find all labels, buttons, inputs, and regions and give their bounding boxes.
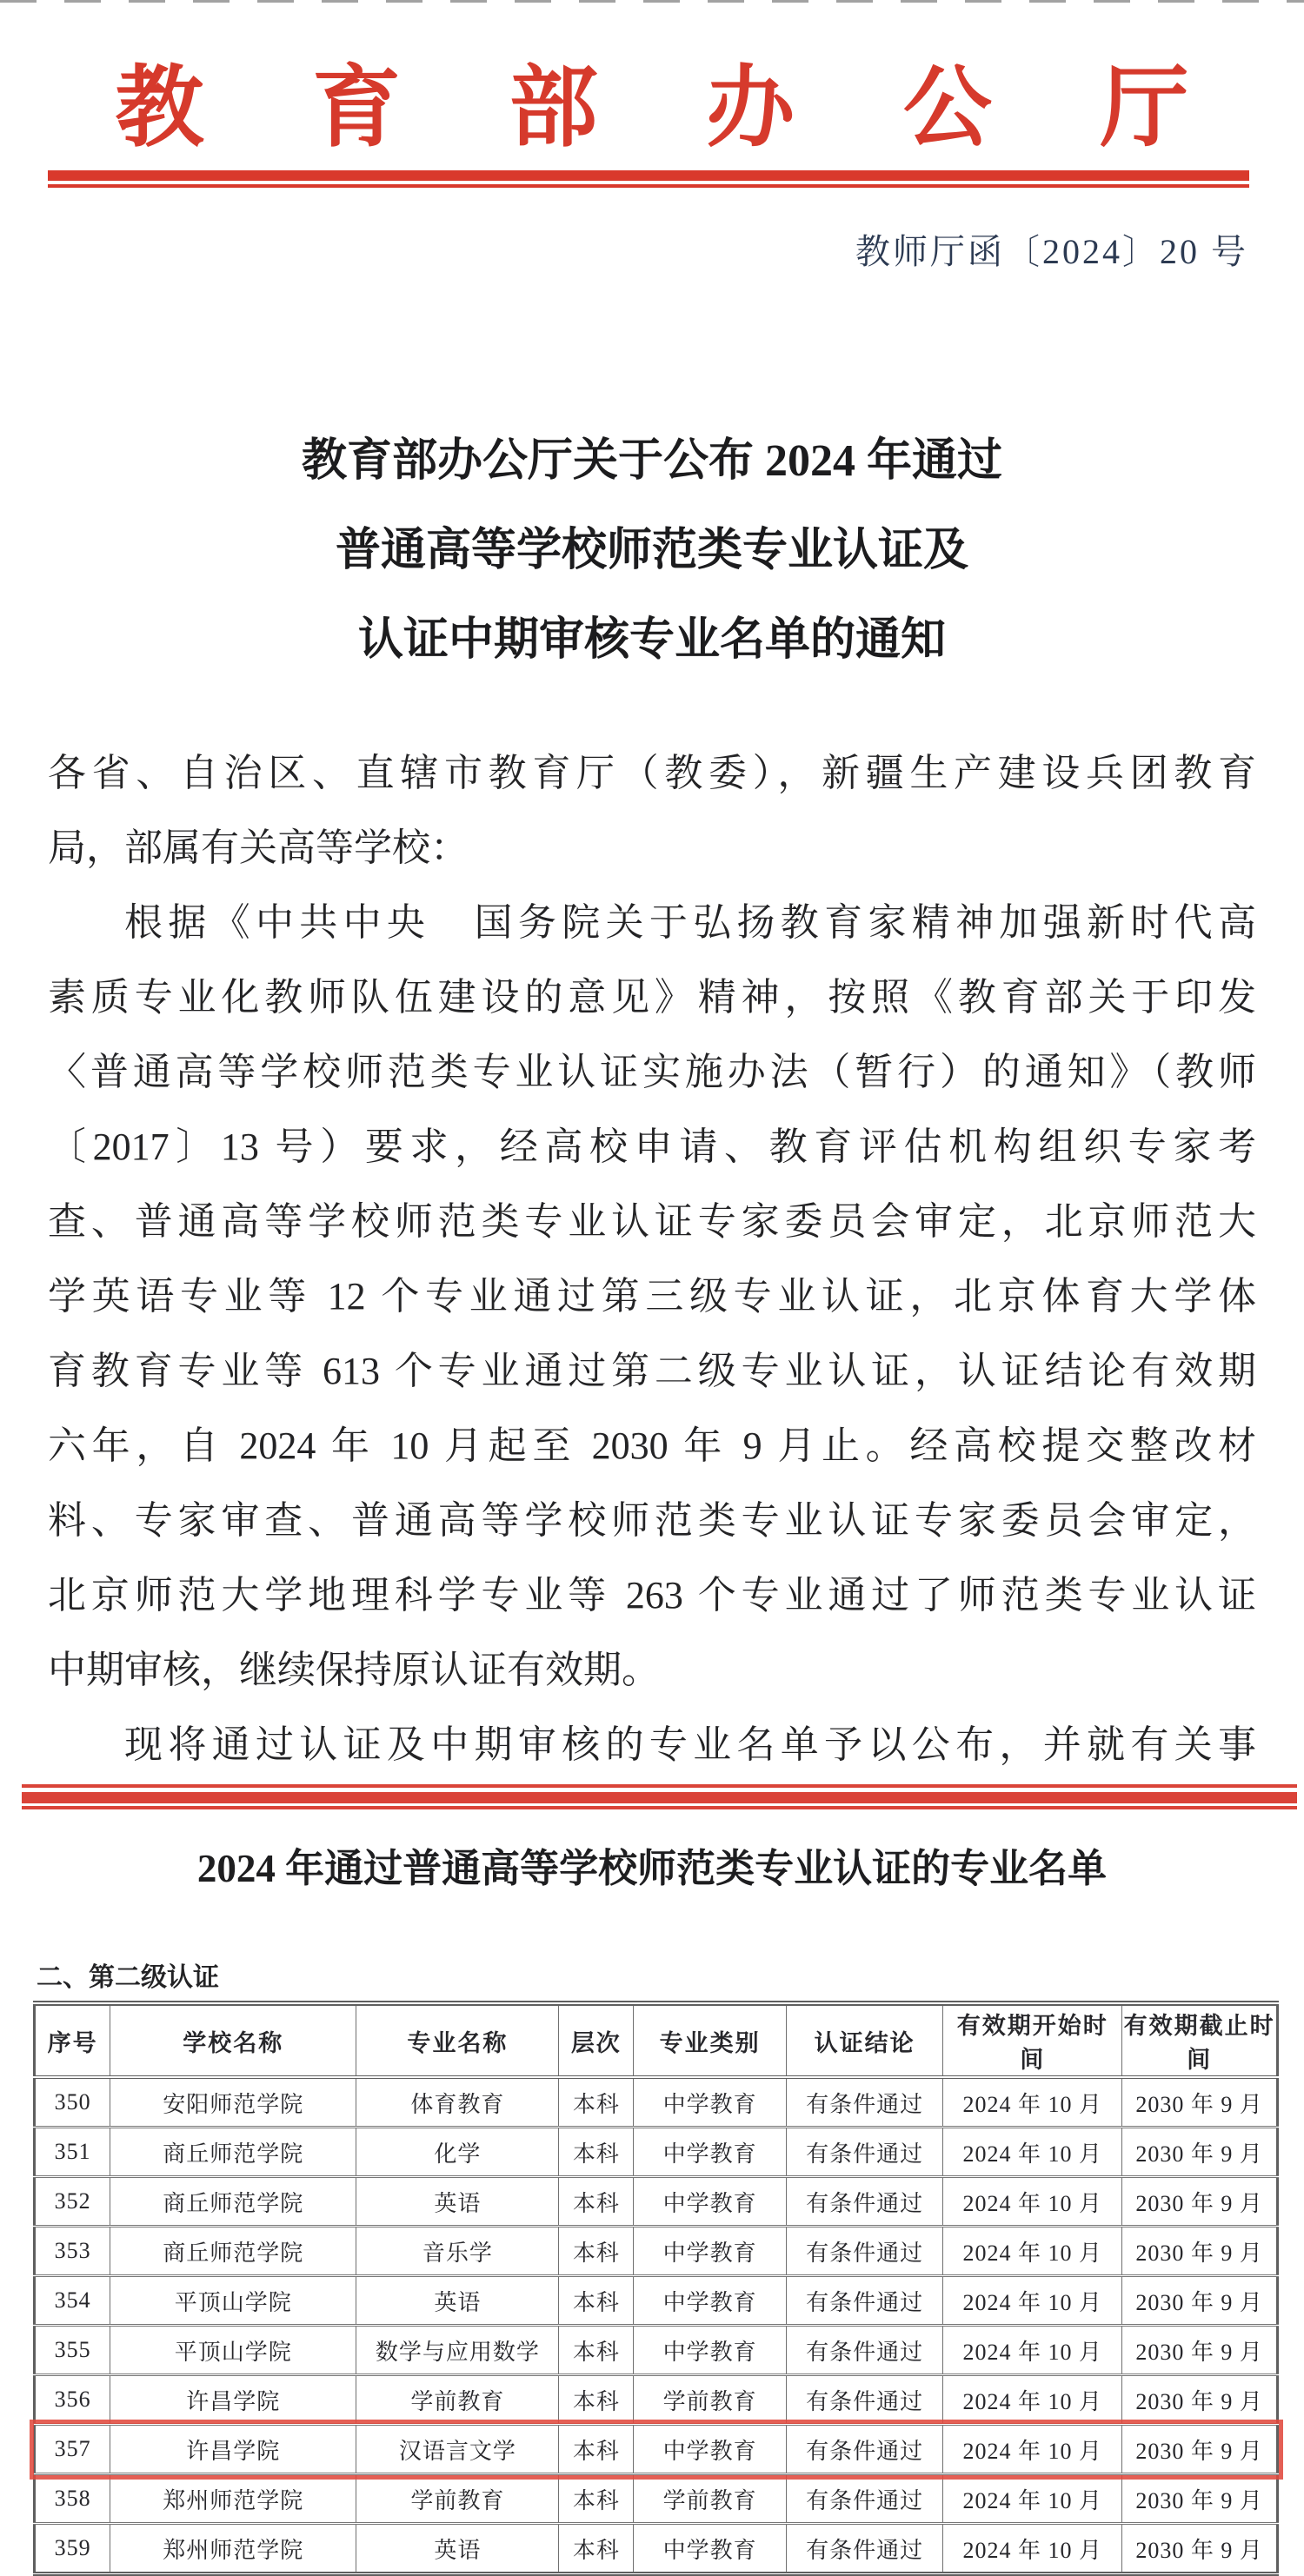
table-cell: 2030 年 9 月 (1122, 2425, 1278, 2474)
table-cell: 许昌学院 (110, 2375, 356, 2425)
notice-title-line: 认证中期审核专业名单的通知 (357, 615, 946, 665)
column-header: 有效期开始时间 (943, 2003, 1122, 2077)
letterhead-char: 办 (706, 60, 795, 158)
table-cell: 化学 (356, 2128, 559, 2177)
column-header: 层次 (559, 2003, 634, 2077)
table-cell: 郑州师范学院 (110, 2474, 356, 2524)
table-cell: 2024 年 10 月 (943, 2077, 1122, 2128)
table-cell: 2030 年 9 月 (1122, 2375, 1278, 2425)
table-cell: 351 (35, 2128, 110, 2177)
table-cell: 2024 年 10 月 (943, 2326, 1122, 2375)
body-line: 北京师范大学地理科学专业等 263 个专业通过了师范类专业认证 (48, 1574, 1256, 1617)
accreditation-table (33, 2001, 1279, 2576)
table-cell: 有条件通过 (787, 2474, 943, 2524)
table-cell: 2024 年 10 月 (943, 2375, 1122, 2425)
table-cell: 有条件通过 (787, 2524, 943, 2574)
table-cell: 学前教育 (634, 2375, 787, 2425)
letterhead-divider (48, 170, 1249, 188)
document-number: 教师厅函〔2024〕20 号 (855, 232, 1248, 271)
table-cell: 本科 (559, 2177, 634, 2227)
column-header: 序号 (35, 2003, 110, 2077)
table-cell: 353 (35, 2227, 110, 2276)
body-line: 局，部属有关高等学校： (48, 827, 469, 869)
table-cell: 358 (35, 2474, 110, 2524)
notice-title (0, 416, 1304, 685)
table-body (35, 2077, 1278, 2574)
column-header: 认证结论 (787, 2003, 943, 2077)
table-cell: 本科 (559, 2524, 634, 2574)
column-header: 专业类别 (634, 2003, 787, 2077)
table-cell: 本科 (559, 2128, 634, 2177)
letterhead-char: 教 (115, 60, 204, 158)
letterhead-char: 部 (509, 60, 598, 158)
scan-edge-artifact (0, 0, 1304, 3)
body-line: 育教育专业等 613 个专业通过第二级专业认证，认证结论有效期 (48, 1350, 1256, 1392)
table-cell: 英语 (356, 2177, 559, 2227)
table-row (35, 2227, 1278, 2276)
table-cell: 2030 年 9 月 (1122, 2077, 1278, 2128)
table-cell: 商丘师范学院 (110, 2227, 356, 2276)
table-cell: 有条件通过 (787, 2276, 943, 2326)
band-thick-line (22, 1792, 1297, 1803)
table-cell: 2030 年 9 月 (1122, 2276, 1278, 2326)
table-cell: 352 (35, 2177, 110, 2227)
body-line: 料、专家审查、普通高等学校师范类专业认证专家委员会审定， (48, 1499, 1256, 1542)
letterhead-char: 公 (902, 60, 992, 158)
body-line: 根据《中共中央 国务院关于弘扬教育家精神加强新时代高 (124, 901, 1256, 944)
table-row (35, 2326, 1278, 2375)
table-cell: 有条件通过 (787, 2128, 943, 2177)
body-line: 六年，自 2024 年 10 月起至 2030 年 9 月止。经高校提交整改材 (48, 1424, 1256, 1467)
table-row (35, 2276, 1278, 2326)
body-line: 各省、自治区、直辖市教育厅（教委），新疆生产建设兵团教育 (48, 752, 1256, 794)
band-thin-line (22, 1784, 1297, 1788)
table-cell: 中学教育 (634, 2077, 787, 2128)
table-cell: 有条件通过 (787, 2425, 943, 2474)
table-cell: 中学教育 (634, 2524, 787, 2574)
table-row (35, 2077, 1278, 2128)
table-cell: 中学教育 (634, 2227, 787, 2276)
table-cell: 本科 (559, 2375, 634, 2425)
table-cell: 平顶山学院 (110, 2326, 356, 2375)
table-cell: 学前教育 (634, 2474, 787, 2524)
table-cell: 学前教育 (356, 2375, 559, 2425)
table-cell: 郑州师范学院 (110, 2524, 356, 2574)
letterhead-char: 厅 (1100, 60, 1189, 158)
body-line: 〈普通高等学校师范类专业认证实施办法（暂行）的通知》（教师 (48, 1051, 1256, 1093)
table-cell: 商丘师范学院 (110, 2177, 356, 2227)
table-cell: 2024 年 10 月 (943, 2227, 1122, 2276)
table-cell: 359 (35, 2524, 110, 2574)
table-cell: 2030 年 9 月 (1122, 2524, 1278, 2574)
body-line: 学英语专业等 12 个专业通过第三级专业认证，北京体育大学体 (48, 1275, 1256, 1318)
table-cell: 2030 年 9 月 (1122, 2128, 1278, 2177)
body-line: 素质专业化教师队伍建设的意见》精神，按照《教育部关于印发 (48, 976, 1256, 1019)
table-cell: 2024 年 10 月 (943, 2425, 1122, 2474)
table-cell: 体育教育 (356, 2077, 559, 2128)
table-cell: 音乐学 (356, 2227, 559, 2276)
table-cell: 中学教育 (634, 2425, 787, 2474)
table-cell: 中学教育 (634, 2128, 787, 2177)
table-cell: 中学教育 (634, 2276, 787, 2326)
table-cell: 学前教育 (356, 2474, 559, 2524)
table-cell: 英语 (356, 2276, 559, 2326)
table-cell: 有条件通过 (787, 2375, 943, 2425)
table-cell: 355 (35, 2326, 110, 2375)
body-line: 现将通过认证及中期审核的专业名单予以公布，并就有关事 (124, 1723, 1256, 1766)
table-row (35, 2524, 1278, 2574)
table-cell: 2030 年 9 月 (1122, 2474, 1278, 2524)
notice-body (48, 736, 1256, 1783)
table-cell: 数学与应用数学 (356, 2326, 559, 2375)
table-cell: 本科 (559, 2077, 634, 2128)
notice-title-line: 普通高等学校师范类专业认证及 (335, 526, 968, 575)
table-cell: 商丘师范学院 (110, 2128, 356, 2177)
column-header: 专业名称 (356, 2003, 559, 2077)
body-line: 〔2017〕13 号）要求，经高校申请、教育评估机构组织专家考 (48, 1125, 1256, 1168)
table-cell: 有条件通过 (787, 2077, 943, 2128)
column-header: 学校名称 (110, 2003, 356, 2077)
table-row (35, 2375, 1278, 2425)
table-cell: 中学教育 (634, 2326, 787, 2375)
table-row (35, 2474, 1278, 2524)
table-cell: 2030 年 9 月 (1122, 2227, 1278, 2276)
page-separator-band (22, 1784, 1297, 1809)
table-cell: 350 (35, 2077, 110, 2128)
table-cell: 汉语言文学 (356, 2425, 559, 2474)
table-cell: 本科 (559, 2276, 634, 2326)
table-cell: 本科 (559, 2326, 634, 2375)
section-label: 二、第二级认证 (37, 1963, 219, 1992)
table-cell: 平顶山学院 (110, 2276, 356, 2326)
table-cell: 有条件通过 (787, 2177, 943, 2227)
table-cell: 中学教育 (634, 2177, 787, 2227)
table-row (35, 2128, 1278, 2177)
table-cell: 英语 (356, 2524, 559, 2574)
column-header: 有效期截止时间 (1122, 2003, 1278, 2077)
body-line: 中期审核，继续保持原认证有效期。 (48, 1649, 660, 1691)
band-thin-line (22, 1806, 1297, 1809)
table-cell: 2024 年 10 月 (943, 2128, 1122, 2177)
table-cell: 本科 (559, 2474, 634, 2524)
table-cell: 2024 年 10 月 (943, 2524, 1122, 2574)
divider-thick-line (48, 170, 1249, 181)
table-cell: 有条件通过 (787, 2326, 943, 2375)
table-cell: 356 (35, 2375, 110, 2425)
table-cell: 本科 (559, 2425, 634, 2474)
letterhead-title (116, 31, 1189, 170)
table-cell: 354 (35, 2276, 110, 2326)
divider-thin-line (48, 184, 1249, 188)
table-cell: 2030 年 9 月 (1122, 2177, 1278, 2227)
table-cell: 有条件通过 (787, 2227, 943, 2276)
table-row-highlighted (35, 2425, 1278, 2474)
table-cell: 2030 年 9 月 (1122, 2326, 1278, 2375)
table-cell: 本科 (559, 2227, 634, 2276)
table-header-row (35, 2003, 1278, 2077)
appendix-title: 2024 年通过普通高等学校师范类专业认证的专业名单 (196, 1847, 1108, 1890)
table-cell: 2024 年 10 月 (943, 2177, 1122, 2227)
table-cell: 许昌学院 (110, 2425, 356, 2474)
table-row (35, 2177, 1278, 2227)
table-cell: 2024 年 10 月 (943, 2276, 1122, 2326)
table-cell: 安阳师范学院 (110, 2077, 356, 2128)
notice-title-line: 教育部办公厅关于公布 2024 年通过 (301, 436, 1002, 486)
letterhead-char: 育 (312, 60, 402, 158)
table-cell: 357 (35, 2425, 110, 2474)
table-cell: 2024 年 10 月 (943, 2474, 1122, 2524)
body-line: 查、普通高等学校师范类专业认证专家委员会审定，北京师范大 (48, 1200, 1256, 1243)
